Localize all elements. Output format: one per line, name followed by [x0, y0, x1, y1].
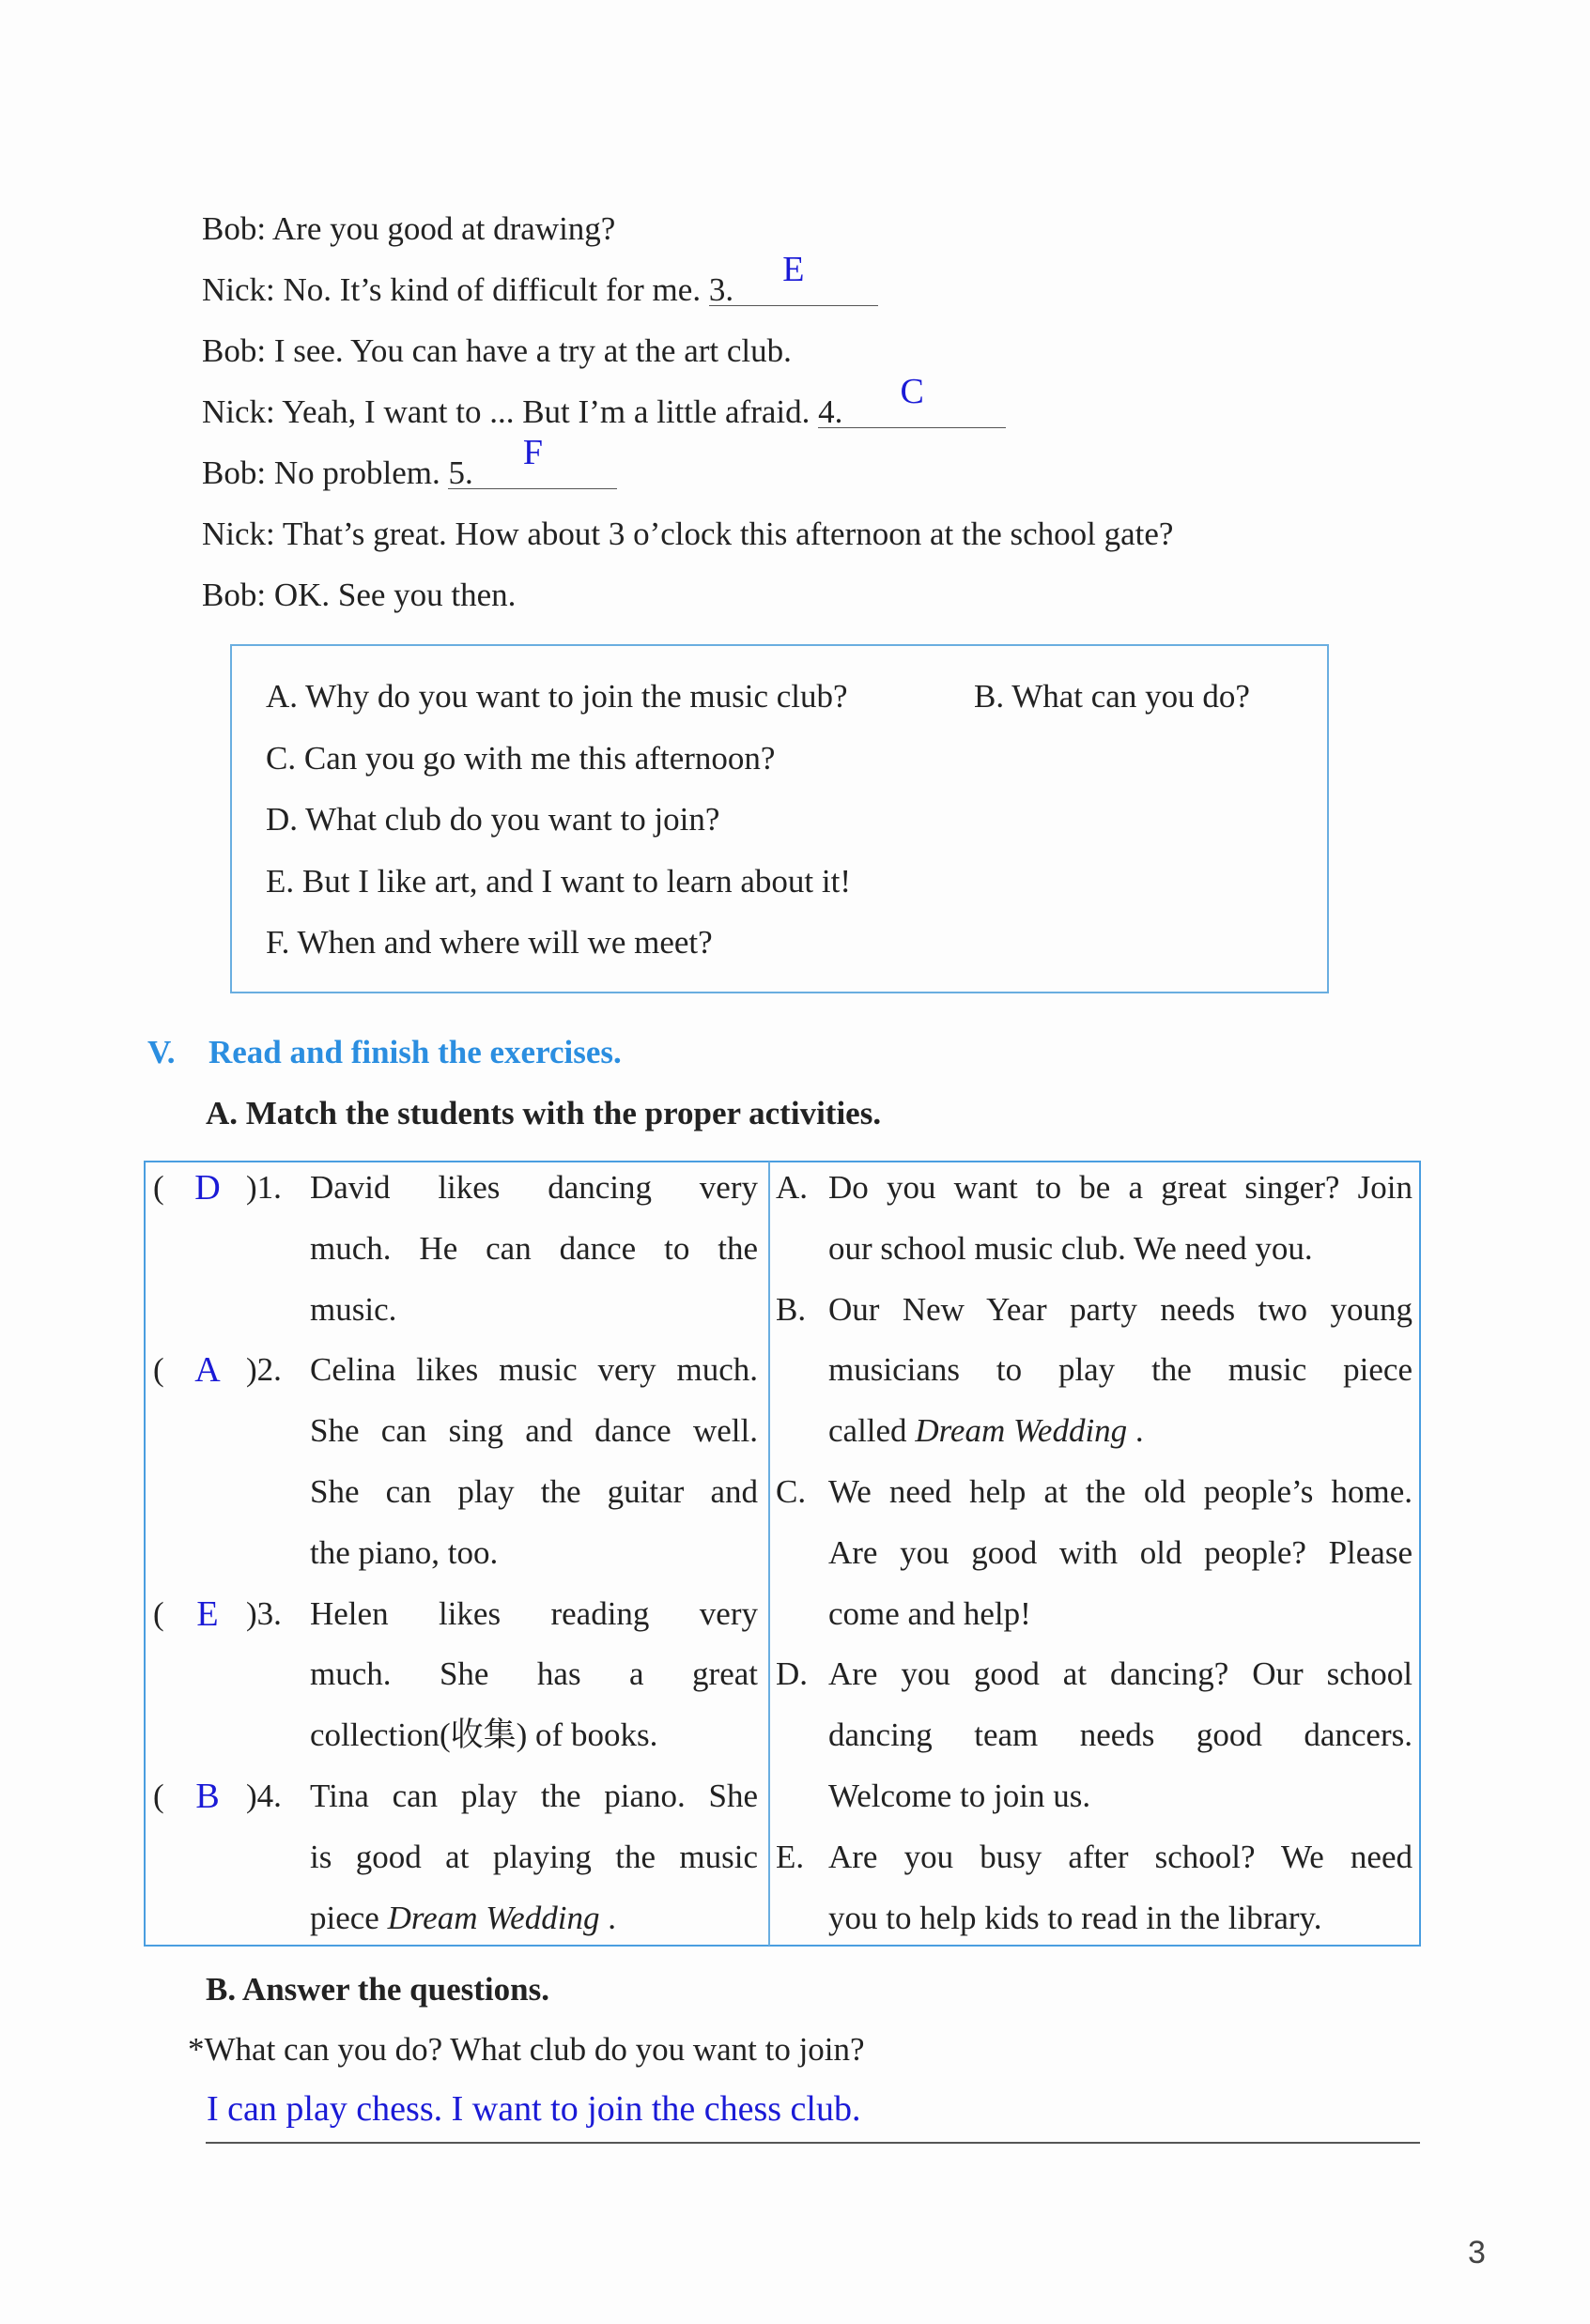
dialogue-text: Bob: I see. You can have a try at the art club.: [202, 332, 792, 369]
line: [310, 1169, 758, 1207]
text-segment: dancing team needs good dancers.: [828, 1716, 1412, 1754]
dialogue-line: [202, 332, 792, 370]
line: [828, 1900, 1412, 1937]
line: [828, 1351, 1412, 1389]
line: [310, 1839, 758, 1876]
answer-letter[interactable]: E: [196, 1593, 219, 1634]
part-a-heading: A. Match the students with the proper activities.: [206, 1095, 882, 1131]
dialogue-text: Nick: No. It’s kind of difficult for me.: [202, 271, 709, 308]
dialogue-text: Bob: No problem.: [202, 454, 449, 491]
part-b-question: *What can you do? What club do you want to join?: [188, 2031, 865, 2068]
question-number: )1.: [246, 1169, 282, 1206]
part-b-heading: B. Answer the questions.: [206, 1971, 549, 2008]
text-segment: We need help at the old people’s home.: [828, 1473, 1412, 1510]
table-divider: [768, 1162, 770, 1946]
filled-answer: C: [900, 372, 924, 411]
dialogue-line: [202, 433, 617, 492]
answer-letter[interactable]: A: [194, 1350, 221, 1391]
dialogue-line: [202, 516, 1173, 553]
question-number: )3.: [246, 1594, 282, 1632]
text-segment: called: [828, 1412, 916, 1450]
text-segment: is good at playing the music: [310, 1838, 758, 1875]
line: [828, 1169, 1412, 1207]
dialogue-text: Bob: OK. See you then.: [202, 577, 517, 613]
text-segment: She can sing and dance well.: [310, 1412, 758, 1450]
filled-answer: E: [782, 250, 805, 289]
dialogue-line: [202, 577, 516, 614]
blank-number: 5.: [448, 454, 473, 491]
text-segment: musicians to play the music piece: [828, 1351, 1412, 1389]
text-segment: David likes dancing very: [310, 1169, 758, 1206]
option-d: D. What club do you want to join?: [266, 801, 720, 838]
line: [310, 1351, 758, 1389]
part-b-answer[interactable]: I can play chess. I want to join the chess club.: [207, 2089, 861, 2129]
section-v-number: V.: [147, 1034, 176, 1070]
text-segment: much. She has a great: [310, 1655, 758, 1693]
answer-blank[interactable]: [818, 372, 1006, 430]
option-e: E. But I like art, and I want to learn about it!: [266, 863, 852, 900]
text-segment: piece: [310, 1899, 388, 1936]
answer-blank[interactable]: [448, 433, 617, 491]
option-a: A. Why do you want to join the music club?: [266, 678, 848, 715]
text-segment: .: [1135, 1412, 1144, 1450]
dialogue-line: [202, 210, 615, 248]
dialogue-line: [202, 250, 878, 309]
line: [828, 1230, 1412, 1268]
question-number: )4.: [246, 1778, 282, 1814]
question-number: )2.: [246, 1351, 282, 1389]
text-segment: Welcome to join us.: [828, 1778, 1091, 1814]
answer-letter[interactable]: D: [194, 1168, 221, 1208]
line: [310, 1473, 758, 1511]
open-paren: (: [153, 1351, 164, 1389]
activity-letter: B.: [776, 1290, 807, 1328]
text-segment: Celina likes music very much.: [310, 1351, 758, 1389]
text-segment: Dream Wedding: [387, 1899, 600, 1936]
line: [310, 1778, 758, 1815]
line: [828, 1534, 1412, 1572]
line: [828, 1655, 1412, 1693]
line: [310, 1412, 758, 1450]
open-paren: (: [153, 1169, 164, 1206]
text-segment: Are you good at dancing? Our school: [828, 1655, 1412, 1693]
line: [828, 1716, 1412, 1754]
text-segment: She can play the guitar and: [310, 1473, 758, 1510]
activity-letter: A.: [776, 1169, 809, 1206]
dialogue-text: Nick: Yeah, I want to ... But I’m a little afraid.: [202, 393, 819, 430]
line: [828, 1778, 1412, 1815]
line: [310, 1900, 758, 1937]
dialogue-line: [202, 372, 1006, 431]
text-segment: come and help!: [828, 1594, 1031, 1632]
section-v-title: Read and finish the exercises.: [208, 1034, 622, 1070]
line: [828, 1839, 1412, 1876]
dialogue-text: Bob: Are you good at drawing?: [202, 210, 616, 247]
text-segment: music.: [310, 1290, 397, 1328]
line: [310, 1534, 758, 1572]
line: [828, 1412, 1412, 1450]
text-segment: the piano, too.: [310, 1533, 499, 1571]
blank-number: 4.: [818, 393, 843, 430]
line: [310, 1230, 758, 1268]
line: [828, 1595, 1412, 1633]
dialogue-text: Nick: That’s great. How about 3 o’clock this afternoon at the school gate?: [202, 516, 1174, 552]
blank-number: 3.: [708, 271, 734, 308]
option-c: C. Can you go with me this afternoon?: [266, 740, 776, 777]
open-paren: (: [153, 1778, 164, 1814]
line: [310, 1716, 758, 1754]
text-segment: Our New Year party needs two young: [828, 1290, 1412, 1328]
text-segment: our school music club. We need you.: [828, 1229, 1313, 1267]
option-b: B. What can you do?: [974, 678, 1250, 715]
line: [310, 1655, 758, 1693]
answer-blank[interactable]: [708, 250, 878, 308]
text-segment: Dream Wedding: [915, 1412, 1128, 1450]
text-segment: much. He can dance to the: [310, 1229, 758, 1267]
line: [310, 1291, 758, 1329]
open-paren: (: [153, 1594, 164, 1632]
text-segment: Tina can play the piano. She: [310, 1778, 758, 1814]
answer-letter[interactable]: B: [195, 1777, 220, 1816]
option-f: F. When and where will we meet?: [266, 924, 713, 961]
activity-letter: E.: [776, 1838, 805, 1875]
text-segment: Are you busy after school? We need: [828, 1838, 1412, 1875]
line: [828, 1291, 1412, 1329]
answer-line: [206, 2142, 1420, 2144]
text-segment: collection(收集) of books.: [310, 1716, 658, 1754]
text-segment: you to help kids to read in the library.: [828, 1899, 1322, 1936]
activity-letter: C.: [776, 1473, 807, 1510]
filled-answer: F: [522, 433, 544, 472]
text-segment: Are you good with old people? Please: [828, 1533, 1412, 1571]
activity-letter: D.: [776, 1655, 809, 1693]
text-segment: Do you want to be a great singer? Join: [828, 1169, 1412, 1206]
page-number: 3: [1468, 2235, 1486, 2270]
line: [828, 1473, 1412, 1511]
line: [310, 1595, 758, 1633]
text-segment: Helen likes reading very: [310, 1594, 758, 1632]
text-segment: .: [608, 1899, 616, 1936]
